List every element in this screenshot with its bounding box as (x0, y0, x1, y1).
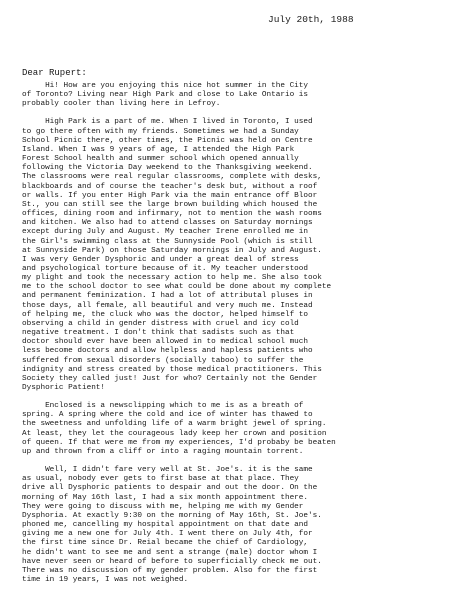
text-line: he didn't want to see me and sent a strange (male) doctor whom I (22, 548, 318, 557)
text-line: spring. A spring where the cold and ice of winter has thawed to (22, 411, 313, 420)
text-line: offices, dining room and infirmary, not to mention the wash rooms (22, 210, 322, 219)
text-line: morning of May 16th last, I had a six month appointment there. (22, 493, 309, 502)
letter-paragraph (22, 466, 416, 585)
text-line: to go there often with my friends. Sometimes we had a Sunday (22, 127, 299, 136)
letter-body (22, 82, 416, 594)
text-line: time in 19 years, I was not weighed. (22, 575, 189, 584)
text-line: and psychological torture because of it. My teacher understood (22, 264, 309, 273)
text-line: as usual, nobody ever gets to first base at that place. They (22, 475, 299, 484)
letter-paragraph (22, 118, 416, 393)
text-line: Well, I didn't fare very well at St. Joe's. it is the same (22, 466, 313, 475)
text-line: less become doctors and allow helpless and hapless patients who (22, 347, 313, 356)
text-line: drive all Dysphoric patients to despair and out the door. On the (22, 484, 318, 493)
letter-date: July 20th, 1988 (268, 14, 354, 25)
text-line: the sweetness and unfolding life of a warm bright jewel of spring. (22, 420, 327, 429)
text-line: High Park is a part of me. When I lived in Toronto, I used (22, 118, 313, 127)
text-line: phoned me, cancelling my hospital appointment on that date and (22, 521, 309, 530)
text-line: up and thrown from a cliff or into a raging mountain torrent. (22, 447, 304, 456)
text-line: At least, they let the courageous lady keep her crown and position (22, 429, 327, 438)
text-line: The classrooms were real regular classrooms, complete with desks, (22, 173, 322, 182)
text-line: except during July and August. My teacher Irene enrolled me in (22, 228, 309, 237)
text-line: suffered from sexual disorders (socially taboo) to suffer the (22, 356, 304, 365)
text-line: observing a child in gender distress with cruel and icy cold (22, 319, 299, 328)
text-line: those days, all female, all beautiful and very much me. Instead (22, 301, 313, 310)
text-line: I was very Gender Dysphoric and under a great deal of stress (22, 255, 299, 264)
letter-paragraph (22, 82, 416, 109)
text-line: giving me a new one for July 4th. I went there on July 4th, for (22, 530, 313, 539)
text-line: and permanent feminization. I had a lot of attributal pluses in (22, 292, 313, 301)
letter-paragraph (22, 402, 416, 457)
text-line: of queen. If that were me from my experiences, I'd probaby be beaten (22, 438, 336, 447)
text-line: me to the school doctor to see what could be done about my complete (22, 283, 332, 292)
text-line: blackboards and of course the teacher's desk but, without a roof (22, 182, 318, 191)
text-line: Hi! How are you enjoying this nice hot summer in the City (22, 82, 309, 90)
text-line: There was no discussion of my gender problem. Also for the first (22, 566, 318, 575)
text-line: of Toronto? Living near High Park and close to Lake Ontario is (22, 91, 309, 100)
text-line: St., you can still see the large brown building which housed the (22, 200, 318, 209)
text-line: and kitchen. We also had to attend classes on Saturday mornings (22, 219, 313, 228)
text-line: the first time since Dr. Reial became the chief of Cardiology, (22, 539, 309, 548)
text-line: Island. When I was 9 years of age, I attended the High Park (22, 145, 295, 154)
text-line: Enclosed is a newsclipping which to me is as a breath of (22, 402, 304, 411)
text-line: Dysphoria. At exactly 9:30 on the morning of May 16th, St. Joe's. (22, 511, 322, 520)
text-line: following the Victoria Day weekend to the Thanksgiving weekend. (22, 164, 313, 173)
text-line: They were going to discuss with me, helping me with my Gender (22, 502, 304, 511)
text-line: the Girl's swimming class at the Sunnyside Pool (which is still (22, 237, 313, 246)
text-line: at Sunnyside Park) on those Saturday mornings in July and August. (22, 246, 322, 255)
text-line: indignity and stress created by those medical practitioners. This (22, 365, 322, 374)
text-line: Forest School health and summer school which opened annually (22, 155, 299, 164)
text-line: negative treatment. I don't think that sadists such as that (22, 329, 295, 338)
text-line: probably cooler than living here in Lefroy. (22, 100, 221, 109)
text-line: have never seen or heard of before to superficially check me out. (22, 557, 322, 566)
text-line: School Picnic there, other times, the Picnic was held on Centre (22, 136, 313, 145)
letter-salutation: Dear Rupert: (22, 68, 87, 78)
text-line: Dysphoric Patient! (22, 384, 106, 392)
text-line: my plight and took the necessary action to help me. She also took (22, 274, 322, 283)
text-line: Society they called just! Just for who? Certainly not the Gender (22, 374, 318, 383)
text-line: doctor should ever have been allowed in to medical school much (22, 338, 309, 347)
text-line: or walls. If you enter High Park via the main entrance off Bloor (22, 191, 318, 200)
text-line: of helping me, the cluck who was the doctor, helped himself to (22, 310, 309, 319)
